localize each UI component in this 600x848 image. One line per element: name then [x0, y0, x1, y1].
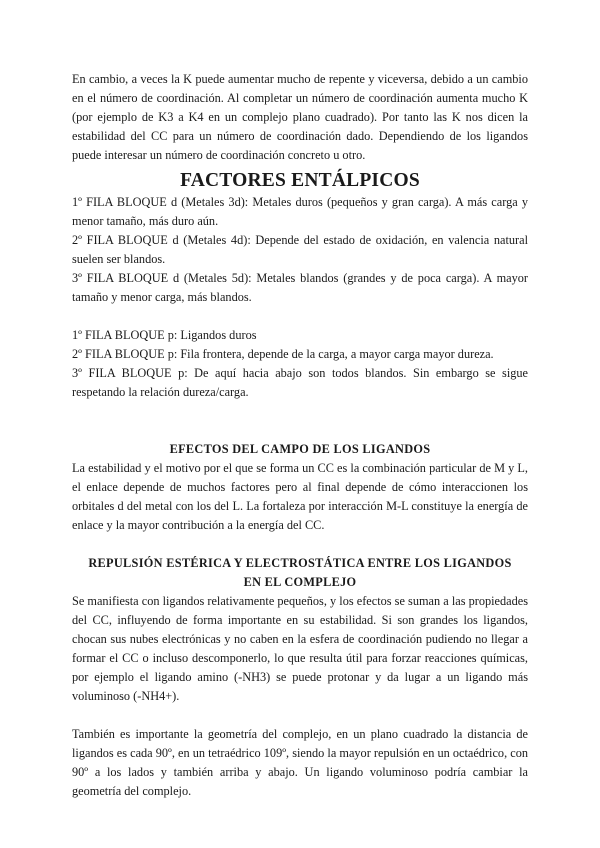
list-item-bloque-d-3: 3º FILA BLOQUE d (Metales 5d): Metales blandos (grandes y de poca carga). A mayor tamaño y menor carga, más blandos.: [72, 271, 528, 304]
list-item-bloque-p-2: 2º FILA BLOQUE p: Fila frontera, depende de la carga, a mayor carga mayor dureza.: [72, 347, 494, 361]
heading-repulsion-line1: REPULSIÓN ESTÉRICA Y ELECTROSTÁTICA ENTRE LOS LIGANDOS: [88, 556, 512, 570]
heading-factores-entalpicos: FACTORES ENTÁLPICOS: [180, 170, 420, 191]
heading-repulsion-line2: EN EL COMPLEJO: [243, 575, 357, 589]
efectos-paragraph: La estabilidad y el motivo por el que se forma un CC es la combinación particular de M y L, el enlace depende de muchos factores pero al final depende de cómo interaccionen los orbitales d del metal con los del L. La fortaleza por interacción M-L constituye la energía de enlace y la mayor contribución a la energía del CC.: [72, 461, 528, 532]
document-page: [72, 70, 528, 801]
geometria-paragraph: También es importante la geometría del complejo, en un plano cuadrado la distancia de ligandos es cada 90º, en un tetraédrico 109º, siendo la mayor repulsión en un octaédrico, con 90º a los lados y también arriba y abajo. Un ligando voluminoso podría cambiar la geometría del complejo.: [72, 727, 528, 798]
list-item-bloque-d-1: 1º FILA BLOQUE d (Metales 3d): Metales duros (pequeños y gran carga). A más carga y menor tamaño, más duro aún.: [72, 195, 528, 228]
heading-efectos-campo-ligandos: EFECTOS DEL CAMPO DE LOS LIGANDOS: [169, 442, 431, 456]
list-item-bloque-p-3: 3º FILA BLOQUE p: De aquí hacia abajo son todos blandos. Sin embargo se sigue respetando la relación dureza/carga.: [72, 366, 528, 399]
list-item-bloque-p-1: 1º FILA BLOQUE p: Ligandos duros: [72, 328, 257, 342]
intro-paragraph: En cambio, a veces la K puede aumentar mucho de repente y viceversa, debido a un cambio en el número de coordinación. Al completar un número de coordinación aumenta mucho K (por ejemplo de K3 a K4 en un complejo plano cuadrado). Por tanto las K nos dicen la estabilidad del CC para un número de coordinación dado. Dependiendo de los ligandos puede interesar un número de coordinación concreto u otro.: [72, 72, 528, 162]
list-item-bloque-d-2: 2º FILA BLOQUE d (Metales 4d): Depende del estado de oxidación, en valencia natural suelen ser blandos.: [72, 233, 528, 266]
repulsion-paragraph: Se manifiesta con ligandos relativamente pequeños, y los efectos se suman a las propiedades del CC, influyendo de forma importante en su estabilidad. Si son grandes los ligandos, chocan sus nubes electrónicas y no caben en la esfera de coordinación pudiendo no llegar a formar el CC o incluso descomponerlo, lo que resulta útil para forzar reacciones químicas, por ejemplo el ligando amino (-NH3) se puede protonar y da lugar a un ligando más voluminoso (-NH4+).: [72, 594, 528, 703]
